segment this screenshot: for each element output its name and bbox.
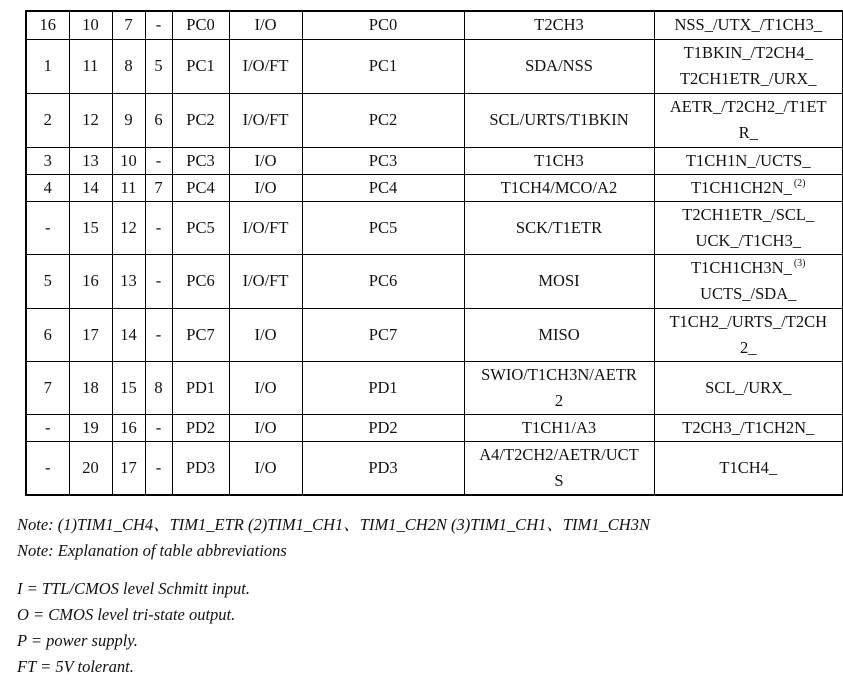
cell-text: I/O <box>254 457 277 477</box>
main-function-cell <box>302 361 464 414</box>
pin-type-cell <box>229 39 302 93</box>
cell-text: 13 <box>82 150 99 170</box>
default-alternate-function-cell <box>464 93 654 147</box>
pin-number-d-cell <box>145 308 172 361</box>
default-alternate-function-cell <box>464 414 654 441</box>
note-abbrev-p: P = power supply. <box>17 631 138 650</box>
pin-number-a-cell <box>26 414 69 441</box>
pin-number-c-cell <box>112 441 145 495</box>
pin-name-cell <box>172 93 229 147</box>
note-footnotes: Note: (1)TIM1_CH4、TIM1_ETR (2)TIM1_CH1、TIM1_CH2N (3)TIM1_CH1、TIM1_CH3N <box>17 515 650 534</box>
footnote-marker: (3) <box>793 258 806 269</box>
cell-text: UCK_/T1CH3_ <box>695 230 801 250</box>
remap-function-cell <box>654 361 843 414</box>
pin-number-d-cell <box>145 414 172 441</box>
cell-text: - <box>155 150 162 170</box>
main-function-cell <box>302 11 464 39</box>
pin-number-d-cell <box>145 147 172 174</box>
cell-text: 17 <box>82 324 99 344</box>
cell-text: T2CH3 <box>534 15 584 35</box>
pin-number-d-cell <box>145 254 172 308</box>
default-alternate-function-cell <box>464 147 654 174</box>
cell-text: T2CH3_/T1CH2N_ <box>682 417 815 437</box>
cell-text: 16 <box>39 15 56 35</box>
cell-text: 15 <box>82 217 99 237</box>
pin-type-cell <box>229 308 302 361</box>
pin-name-cell <box>172 361 229 414</box>
cell-text: - <box>155 324 162 344</box>
cell-text: UCTS_/SDA_ <box>700 284 797 303</box>
cell-text: I/O <box>254 417 277 437</box>
pin-number-a-cell <box>26 39 69 93</box>
cell-text: T1BKIN_/T2CH4_ <box>683 43 813 62</box>
pin-number-b-cell <box>69 201 112 254</box>
pin-number-d-cell <box>145 174 172 201</box>
pin-number-c-cell <box>112 414 145 441</box>
cell-text: 1 <box>43 56 52 75</box>
cell-text: 14 <box>120 324 137 344</box>
cell-text: PD2 <box>185 417 216 437</box>
main-function-cell <box>302 174 464 201</box>
pin-name-cell <box>172 11 229 39</box>
pin-name-cell <box>172 308 229 361</box>
main-function-cell <box>302 147 464 174</box>
pin-number-b-cell <box>69 39 112 93</box>
table-row <box>26 39 843 93</box>
main-function-cell <box>302 93 464 147</box>
remap-function-cell <box>654 441 843 495</box>
cell-text: PC4 <box>368 177 398 197</box>
cell-text: - <box>155 457 162 477</box>
main-function-cell <box>302 414 464 441</box>
default-alternate-function-cell <box>464 39 654 93</box>
default-alternate-function-cell <box>464 254 654 308</box>
cell-text: 10 <box>120 150 137 170</box>
cell-text: 3 <box>43 150 52 170</box>
cell-text: PC0 <box>186 15 215 35</box>
pin-number-a-cell <box>26 147 69 174</box>
cell-text: R_ <box>738 123 758 142</box>
cell-text: PC3 <box>368 150 398 170</box>
cell-text: PC7 <box>186 324 215 344</box>
cell-text: I/O/FT <box>242 56 289 75</box>
cell-text: 4 <box>43 177 52 197</box>
main-function-cell <box>302 39 464 93</box>
pin-number-a-cell <box>26 254 69 308</box>
default-alternate-function-cell <box>464 441 654 495</box>
table-row <box>26 441 843 495</box>
remap-function-cell <box>654 174 843 201</box>
cell-text: 7 <box>124 15 133 35</box>
cell-text: T1CH1CH3N_ <box>690 258 792 277</box>
cell-text: - <box>155 417 162 437</box>
remap-function-cell <box>654 414 843 441</box>
cell-text: 6 <box>43 324 52 344</box>
cell-text: 15 <box>120 377 137 397</box>
pin-number-c-cell <box>112 93 145 147</box>
pin-number-b-cell <box>69 441 112 495</box>
pin-number-c-cell <box>112 11 145 39</box>
pin-number-a-cell <box>26 308 69 361</box>
pin-number-a-cell <box>26 361 69 414</box>
pin-name-cell <box>172 147 229 174</box>
cell-text: T1CH2_/URTS_/T2CH <box>669 311 828 331</box>
cell-text: I/O <box>254 15 277 35</box>
default-alternate-function-cell <box>464 11 654 39</box>
default-alternate-function-cell <box>464 308 654 361</box>
remap-function-cell <box>654 93 843 147</box>
pin-definition-table <box>25 10 843 496</box>
cell-text: - <box>45 457 51 477</box>
cell-text: - <box>155 271 162 290</box>
remap-function-cell <box>654 201 843 254</box>
cell-text: - <box>45 417 51 437</box>
remap-function-cell <box>654 147 843 174</box>
cell-text: PC7 <box>368 324 398 344</box>
remap-function-cell <box>654 308 843 361</box>
cell-text: 18 <box>82 377 99 397</box>
cell-text: PC2 <box>186 110 215 129</box>
table-row <box>26 174 843 201</box>
cell-text: 13 <box>120 271 137 290</box>
pin-name-cell <box>172 414 229 441</box>
cell-text: PC3 <box>186 150 215 170</box>
table-row <box>26 308 843 361</box>
table-row <box>26 414 843 441</box>
cell-text: PD3 <box>185 457 216 477</box>
cell-text: I/O/FT <box>242 110 289 129</box>
pin-type-cell <box>229 441 302 495</box>
pin-number-b-cell <box>69 361 112 414</box>
cell-text: SDA/NSS <box>525 56 593 75</box>
cell-text: 7 <box>43 377 52 397</box>
cell-text: 2 <box>43 110 52 129</box>
cell-text: T1CH1N_/UCTS_ <box>685 150 811 170</box>
default-alternate-function-cell <box>464 361 654 414</box>
cell-text: 7 <box>154 177 163 197</box>
cell-text: 2_ <box>740 337 757 357</box>
table-row <box>26 147 843 174</box>
pin-number-d-cell <box>145 39 172 93</box>
table-row <box>26 93 843 147</box>
pin-type-cell <box>229 93 302 147</box>
main-function-cell <box>302 201 464 254</box>
pin-type-cell <box>229 174 302 201</box>
cell-text: T1CH4/MCO/A2 <box>500 177 618 197</box>
cell-text: PD1 <box>185 377 216 397</box>
cell-text: PC6 <box>186 271 215 290</box>
cell-text: SCK/T1ETR <box>515 217 603 237</box>
pin-number-d-cell <box>145 11 172 39</box>
pin-type-cell <box>229 414 302 441</box>
cell-text: 8 <box>154 377 163 397</box>
remap-function-cell <box>654 254 843 308</box>
pin-number-b-cell <box>69 11 112 39</box>
cell-text: 10 <box>82 15 99 35</box>
cell-text: I/O <box>254 377 277 397</box>
cell-text: T1CH1/A3 <box>521 417 597 437</box>
cell-text: 19 <box>82 417 99 437</box>
pin-number-b-cell <box>69 147 112 174</box>
cell-text: I/O <box>254 324 277 344</box>
cell-text: PC1 <box>186 56 215 75</box>
pin-number-c-cell <box>112 254 145 308</box>
note-abbrev-o: O = CMOS level tri-state output. <box>17 605 236 624</box>
pin-number-a-cell <box>26 201 69 254</box>
cell-text: S <box>554 470 564 490</box>
cell-text: MISO <box>538 324 580 344</box>
table-row <box>26 361 843 414</box>
default-alternate-function-cell <box>464 174 654 201</box>
cell-text: PC5 <box>186 217 215 237</box>
cell-text: PC2 <box>368 110 398 129</box>
cell-text: MOSI <box>538 271 580 290</box>
cell-text: PC1 <box>368 56 398 75</box>
cell-text: 20 <box>82 457 99 477</box>
pin-number-d-cell <box>145 441 172 495</box>
cell-text: 16 <box>120 417 137 437</box>
cell-text: I/O <box>254 177 277 197</box>
pin-number-d-cell <box>145 361 172 414</box>
pin-number-a-cell <box>26 174 69 201</box>
pin-number-a-cell <box>26 93 69 147</box>
main-function-cell <box>302 254 464 308</box>
cell-text: 9 <box>124 110 133 129</box>
cell-text: I/O/FT <box>242 271 289 290</box>
pin-number-c-cell <box>112 361 145 414</box>
pin-number-c-cell <box>112 147 145 174</box>
cell-text: SWIO/T1CH3N/AETR <box>481 364 637 384</box>
cell-text: 11 <box>120 177 137 197</box>
footnote-marker: (2) <box>793 177 806 189</box>
cell-text: SCL/URTS/T1BKIN <box>489 110 629 129</box>
note-abbrev-i: I = TTL/CMOS level Schmitt input. <box>17 579 250 598</box>
pin-number-c-cell <box>112 308 145 361</box>
pin-type-cell <box>229 201 302 254</box>
notes-section <box>17 512 650 680</box>
cell-text: SCL_/URX_ <box>705 377 792 397</box>
pin-number-b-cell <box>69 414 112 441</box>
cell-text: 5 <box>43 271 52 290</box>
pin-number-c-cell <box>112 174 145 201</box>
pin-number-b-cell <box>69 308 112 361</box>
cell-text: T1CH1CH2N_ <box>690 177 792 197</box>
note-abbreviations-heading: Note: Explanation of table abbreviations <box>17 541 287 560</box>
cell-text: I/O <box>254 150 277 170</box>
cell-text: 16 <box>82 271 99 290</box>
cell-text: T2CH1ETR_/URX_ <box>679 69 817 88</box>
cell-text: PC0 <box>368 15 398 35</box>
pin-type-cell <box>229 361 302 414</box>
pin-number-b-cell <box>69 254 112 308</box>
cell-text: T2CH1ETR_/SCL_ <box>682 204 815 224</box>
pin-type-cell <box>229 254 302 308</box>
pin-number-c-cell <box>112 201 145 254</box>
cell-text: PC4 <box>186 177 215 197</box>
pin-number-d-cell <box>145 93 172 147</box>
cell-text: - <box>155 217 162 237</box>
remap-function-cell <box>654 11 843 39</box>
cell-text: 6 <box>154 110 163 129</box>
cell-text: A4/T2CH2/AETR/UCT <box>479 444 639 464</box>
cell-text: PD3 <box>368 457 398 477</box>
cell-text: 5 <box>154 56 163 75</box>
cell-text: T1CH3 <box>534 150 584 170</box>
pin-name-cell <box>172 39 229 93</box>
table-row <box>26 201 843 254</box>
cell-text: I/O/FT <box>242 217 289 237</box>
pin-name-cell <box>172 174 229 201</box>
pin-name-cell <box>172 441 229 495</box>
table-row <box>26 11 843 39</box>
note-abbrev-ft: FT = 5V tolerant. <box>17 657 134 676</box>
main-function-cell <box>302 441 464 495</box>
cell-text: T1CH4_ <box>719 457 778 477</box>
table-body <box>26 11 843 495</box>
cell-text: PD1 <box>368 377 398 397</box>
pin-number-b-cell <box>69 93 112 147</box>
cell-text: - <box>45 217 51 237</box>
pin-name-cell <box>172 254 229 308</box>
cell-text: PC5 <box>368 217 398 237</box>
pin-number-b-cell <box>69 174 112 201</box>
cell-text: NSS_/UTX_/T1CH3_ <box>674 15 823 35</box>
cell-text: 11 <box>82 56 99 75</box>
main-function-cell <box>302 308 464 361</box>
pin-type-cell <box>229 147 302 174</box>
cell-text: 8 <box>124 56 133 75</box>
pin-number-a-cell <box>26 441 69 495</box>
cell-text: 17 <box>120 457 137 477</box>
cell-text: 12 <box>82 110 99 129</box>
pin-type-cell <box>229 11 302 39</box>
pin-number-c-cell <box>112 39 145 93</box>
default-alternate-function-cell <box>464 201 654 254</box>
cell-text: 14 <box>82 177 99 197</box>
cell-text: 12 <box>120 217 137 237</box>
table-row <box>26 254 843 308</box>
pin-number-d-cell <box>145 201 172 254</box>
pin-number-a-cell <box>26 11 69 39</box>
cell-text: AETR_/T2CH2_/T1ET <box>669 97 827 116</box>
pin-name-cell <box>172 201 229 254</box>
cell-text: - <box>155 15 162 35</box>
remap-function-cell <box>654 39 843 93</box>
cell-text: 2 <box>554 390 564 410</box>
cell-text: PC6 <box>368 271 398 290</box>
cell-text: PD2 <box>368 417 398 437</box>
